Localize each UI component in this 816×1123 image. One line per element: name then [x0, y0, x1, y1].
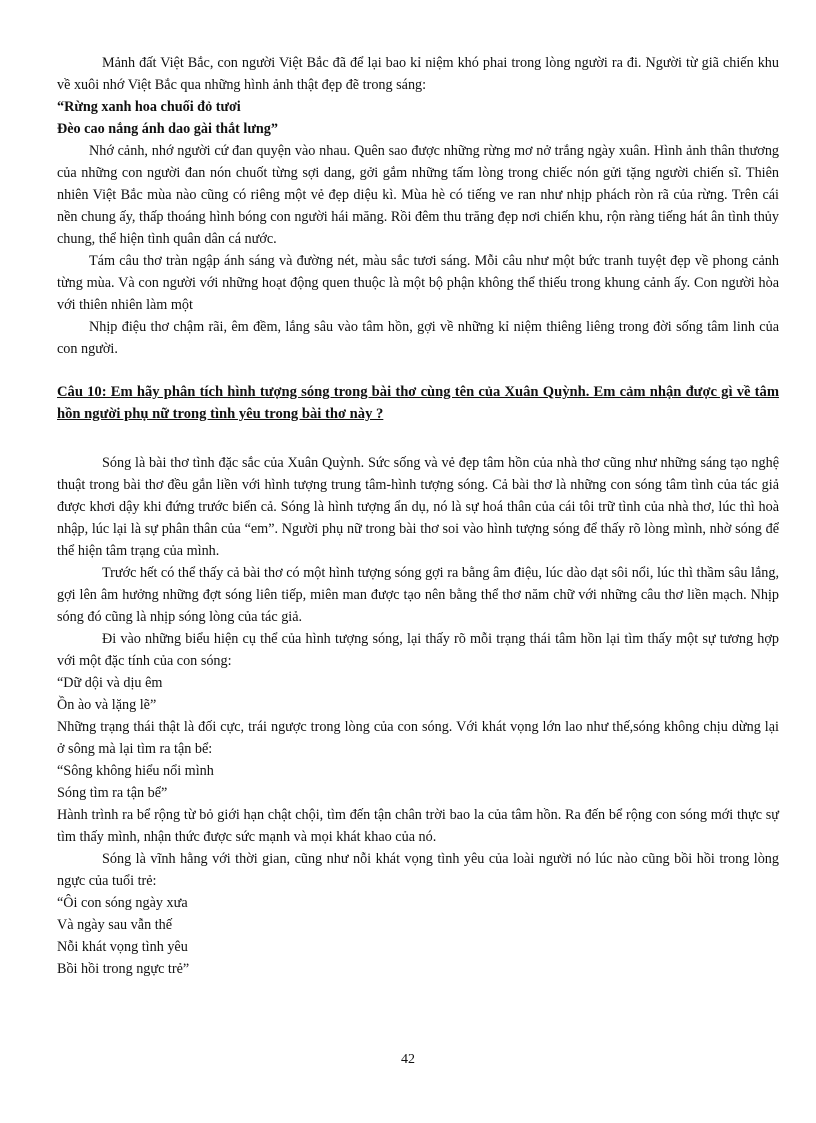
paragraph-tam-cau-tho: Tám câu thơ tràn ngập ánh sáng và đường nét, màu sắc tươi sáng. Mỗi câu như một bức tranh tuyệt đẹp về phong cảnh từng mùa. Và con người với những hoạt động quen thuộc là một bộ phận không thể thiếu trong khung cảnh ấy. Con người hòa với thiên nhiên làm một: [57, 253, 779, 313]
verse-line: “Rừng xanh hoa chuối đỏ tươi: [57, 99, 241, 115]
verse-line: Và ngày sau vẫn thế: [57, 917, 173, 933]
verse-oi-con-song: [57, 892, 779, 980]
verse-song-khong-hieu: [57, 760, 779, 804]
page-number: 42: [401, 1052, 415, 1067]
verse-line: Đèo cao nắng ánh dao gài thắt lưng”: [57, 121, 278, 137]
paragraph-trang-thai: Những trạng thái thật là đối cực, trái ngược trong lòng của con sóng. Với khát vọng lớn lao như thế,sóng không chịu dừng lại ở sông mà lại tìm ra tận bể:: [57, 719, 779, 757]
paragraph-bieu-hien: Đi vào những biểu hiện cụ thể của hình tượng sóng, lại thấy rõ mỗi trạng thái tâm hồn lại tìm thấy một sự tương hợp với một đặc tính của con sóng:: [57, 631, 779, 669]
verse-rung-xanh: [57, 96, 779, 140]
verse-line: Sóng tìm ra tận bể”: [57, 785, 168, 801]
verse-du-doi: [57, 672, 779, 716]
verse-line: “Sông không hiểu nổi mình: [57, 763, 214, 779]
paragraph-nho-canh: Nhớ cảnh, nhớ người cứ đan quyện vào nhau. Quên sao được những rừng mơ nở trắng ngày xuân. Hình ảnh thân thương của những con người đan nón chuốt từng sợi dang, gởi gắm những tấm lòng trong chiếc nón gửi tặng người chiến sĩ. Thiên nhiên Việt Bắc mùa nào cũng có riêng một vẻ đẹp diệu kì. Mùa hè có tiếng ve ran như nhịp phách ròn rã của rừng. Trên cái nền chung ấy, thấp thoáng hình bóng con người hái măng. Rồi đêm thu trăng đẹp nơi chiến khu, rộn ràng tiếng hát ân tình thủy chung, thể hiện tình quân dân cá nước.: [57, 143, 779, 247]
verse-line: “Ôi con sóng ngày xưa: [57, 895, 188, 911]
paragraph-nhip-dieu: Nhịp điệu thơ chậm rãi, êm đềm, lắng sâu vào tâm hồn, gợi về những kỉ niệm thiêng liêng trong đời sống tâm linh của con người.: [57, 319, 779, 357]
intro-paragraph: Mảnh đất Việt Bắc, con người Việt Bắc đã để lại bao kỉ niệm khó phai trong lòng người ra đi. Người từ giã chiến khu về xuôi nhớ Việt Bắc qua những hình ảnh thật đẹp đẽ trong sáng:: [57, 55, 779, 93]
paragraph-song-intro: Sóng là bài thơ tình đặc sắc của Xuân Quỳnh. Sức sống và vẻ đẹp tâm hồn của nhà thơ cũng như những sáng tạo nghệ thuật trong bài thơ đều gắn liền với hình tượng trung tâm-hình tượng sóng. Cả bài thơ là những con sóng tâm tình của tác giả được khơi dậy khi đứng trước biển cả. Sóng là hình tượng ẩn dụ, nó là sự hoá thân của cái tôi trữ tình của nhà thơ, lúc thì hoà nhập, lúc lại là sự phân thân của “em”. Người phụ nữ trong bài thơ soi vào hình tượng sóng để thấy rõ lòng mình, nhờ sóng để thể hiện tâm trạng của mình.: [57, 455, 779, 559]
verse-line: Ồn ào và lặng lẽ”: [57, 697, 157, 713]
question-heading: Câu 10: Em hãy phân tích hình tượng sóng trong bài thơ cùng tên của Xuân Quỳnh. Em cảm nhận được gì về tâm hồn người phụ nữ trong tình yêu trong bài thơ này ?: [57, 384, 779, 422]
paragraph-hanh-trinh: Hành trình ra bể rộng từ bỏ giới hạn chật chội, tìm đến tận chân trời bao la của tâm hồn. Ra đến bể rộng con sóng mới thực sự tìm thấy mình, nhận thức được sức mạnh và mọi khát khao của nó.: [57, 807, 779, 845]
document-page: [57, 52, 779, 980]
verse-line: “Dữ dội và dịu êm: [57, 675, 163, 691]
verse-line: Bồi hồi trong ngực trẻ”: [57, 961, 190, 977]
verse-line: Nỗi khát vọng tình yêu: [57, 939, 188, 955]
paragraph-am-dieu: Trước hết có thể thấy cả bài thơ có một hình tượng sóng gợi ra bằng âm điệu, lúc dào dạt sôi nổi, lúc thì thầm sâu lắng, gợi lên âm hưởng những đợt sóng liên tiếp, miên man được tạo nên bằng thể thơ năm chữ với những câu thơ liền mạch. Nhịp sóng đó cũng là nhịp sóng lòng của tác giả.: [57, 565, 779, 625]
paragraph-vinh-hang: Sóng là vĩnh hằng với thời gian, cũng như nỗi khát vọng tình yêu của loài người nó lúc nào cũng bồi hồi trong lòng ngực của tuổi trẻ:: [57, 851, 779, 889]
